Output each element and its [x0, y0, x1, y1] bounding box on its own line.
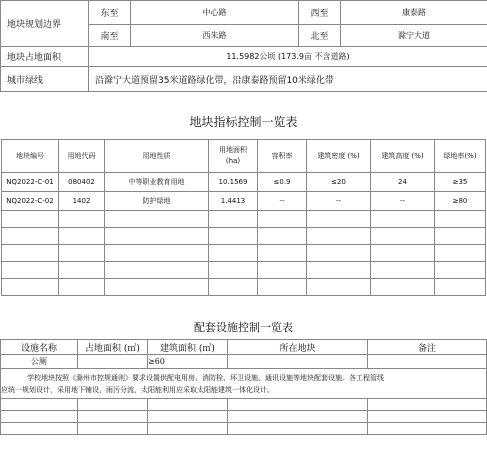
cell: 24 [371, 173, 435, 192]
cell: 10.1569 [209, 173, 258, 192]
north-label: 北至 [299, 25, 341, 47]
table-row [1, 355, 487, 369]
facility-table [0, 339, 487, 435]
facility-name-cell: 公厕 [1, 355, 78, 369]
facility-remarks-cell [368, 355, 487, 369]
header-far: 容积率 [258, 140, 307, 173]
east-label: 东至 [89, 1, 131, 25]
cell: 中等职业教育用地 [105, 173, 209, 192]
empty-row [1, 423, 487, 435]
cell: NQ2022-C-02 [2, 192, 59, 211]
cell: 1402 [59, 192, 105, 211]
header-land-use: 用地性质 [105, 140, 209, 173]
boundary-label: 地块规划边界 [1, 1, 89, 47]
east-value: 中心路 [131, 1, 299, 25]
table-row [2, 173, 486, 192]
indicator-table-title: 地块指标控制一览表 [189, 115, 298, 129]
header-building-area: 建筑面积 (㎡) [148, 340, 228, 355]
cell: ≥80 [435, 192, 486, 211]
south-value: 西朱路 [131, 25, 299, 47]
header-located-plot: 所在地块 [228, 340, 368, 355]
area-value: 11.5982公顷 (173.9亩 不含道路) [89, 47, 487, 67]
header-land-area: 占地面积 (㎡) [78, 340, 148, 355]
header-remarks: 备注 [368, 340, 487, 355]
facility-plot-cell [228, 355, 368, 369]
facility-building-area-cell: ≥60 [148, 355, 228, 369]
empty-row [2, 228, 486, 245]
indicator-table [1, 139, 486, 296]
cell: ≥35 [435, 173, 486, 192]
green-line-value: 沿滁宁大道预留35米道路绿化带，沿康泰路预留10米绿化带 [89, 67, 487, 92]
facility-table-title: 配套设施控制一览表 [194, 321, 293, 334]
empty-row [1, 399, 487, 411]
cell: 080402 [59, 173, 105, 192]
cell: ≤20 [307, 173, 371, 192]
area-label: 地块占地面积 [1, 47, 89, 67]
facility-note-line-1: 学校地块按照《滁州市控规通则》要求设置供配电用房、消防栓、环卫设施、通讯设施等地块配套设施。各工程管线 [27, 373, 384, 382]
empty-row [2, 211, 486, 228]
header-height: 建筑高度 (%) [371, 140, 435, 173]
header-land-code: 用地代码 [59, 140, 105, 173]
cell: 1.4413 [209, 192, 258, 211]
green-line-label: 城市绿线 [1, 67, 89, 92]
cell: -- [371, 192, 435, 211]
cell: ≤0.9 [258, 173, 307, 192]
cell: 防护绿地 [105, 192, 209, 211]
header-land-area: 用地面积 (ha) [209, 140, 258, 173]
south-label: 南至 [89, 25, 131, 47]
land-info-table [0, 0, 487, 92]
table-row [2, 192, 486, 211]
header-density: 建筑密度 (%) [307, 140, 371, 173]
west-value: 康泰路 [341, 1, 487, 25]
empty-row [2, 279, 486, 296]
empty-row [2, 245, 486, 262]
header-facility-name: 设施名称 [1, 340, 78, 355]
facility-note-line-2: 应统一规划设计，采用地下铺设，雨污分流，太阳能利用应采取太阳能建筑一体化设计。 [1, 385, 274, 394]
facility-land-area-cell [78, 355, 148, 369]
empty-row [2, 262, 486, 279]
north-value: 滁宁大道 [341, 25, 487, 47]
facility-note [1, 369, 487, 399]
header-plot-id: 地块编号 [2, 140, 59, 173]
empty-row [1, 411, 487, 423]
cell: -- [258, 192, 307, 211]
west-label: 西至 [299, 1, 341, 25]
cell: NQ2022-C-01 [2, 173, 59, 192]
header-green-ratio: 绿地率(%) [435, 140, 486, 173]
cell: -- [307, 192, 371, 211]
